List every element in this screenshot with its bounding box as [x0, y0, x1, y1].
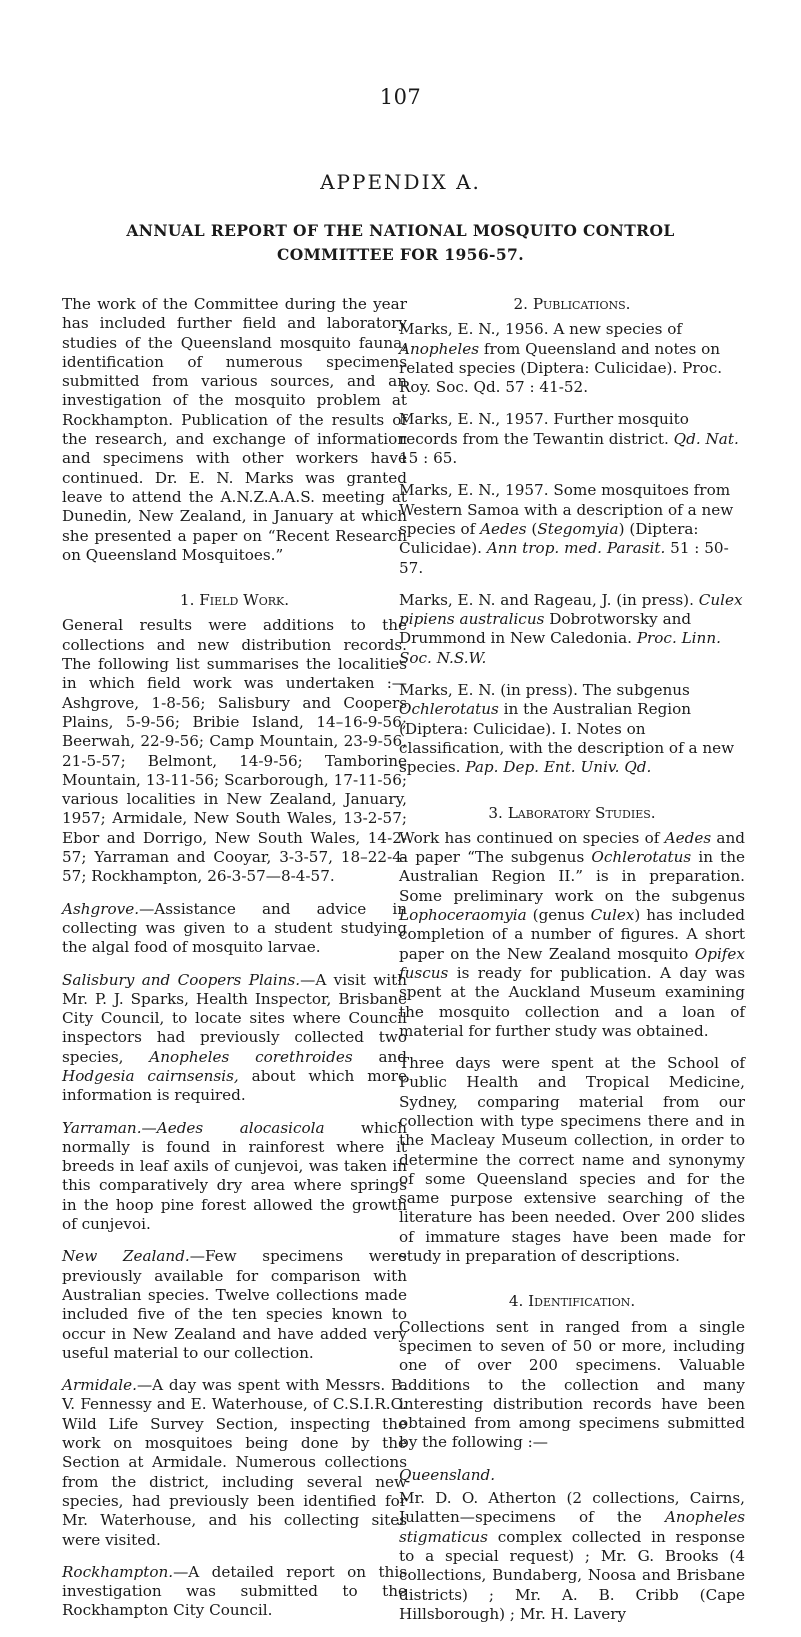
ref-text: Marks, E. N. and Rageau, J. (in press). — [399, 590, 699, 609]
salisbury-paragraph — [62, 971, 407, 1106]
new-zealand-paragraph — [62, 1247, 407, 1363]
lab-text: Work has continued on species of — [399, 828, 665, 847]
ashgrove-paragraph — [62, 900, 407, 958]
lab-text: is ready for publication. A day was spent at the Auckland Museum examining the mosquito collection and a loan of material for further study was obtained. — [399, 963, 745, 1040]
species-name: Aedes — [480, 519, 527, 538]
new-zealand-text: —Few specimens were previously available for comparison with Australian species. Twelve collections made included five of the ten species known to occur in New Zealand and have added very useful material to our collection. — [62, 1247, 407, 1362]
identification-paragraph: Collections sent in ranged from a single specimen to seven of 50 or more, including one of over 200 specimens. Valuable additions to the collection and many interesting distribution records have been obtained from among specimens submitted by the following :— — [399, 1317, 745, 1452]
qld-text: complex collected in response to a special request) ; Mr. G. Brooks (4 collections, Bundaberg, Noosa and Brisbane districts) ; Mr. A. B. Cribb (Cape Hillsborough) ; Mr. H. Lavery — [399, 1527, 745, 1623]
species-name: Ochlerotatus — [399, 700, 499, 719]
dash: — — [141, 1118, 157, 1137]
species-name: Hodgesia cairnsensis, — [62, 1066, 239, 1085]
rockhampton-label: Rockhampton. — [62, 1562, 174, 1581]
publications-heading: 2. Publications. — [513, 295, 631, 313]
reference-1 — [399, 320, 745, 397]
intro-paragraph: The work of the Committee during the year has included further field and laboratory studies of the Queensland mosquito fauna, identification of numerous specimens submitted from various sources, and an investigation of the mosquito problem at Rockhampton. Publication of the results of the research, and exchange of information and specimens with other workers have continued. Dr. E. N. Marks was granted leave to attend the A.N.Z.A.A.S. meeting at Dunedin, New Zealand, in January at which she presented a paper on “Recent Research on Queensland Mosquitoes.” — [62, 295, 407, 564]
qld-text: Mr. D. O. Atherton (2 collections, Cairns, Julatten—specimens of the — [399, 1489, 745, 1527]
report-heading — [0, 219, 801, 267]
species-name: Anopheles corethroides — [149, 1047, 353, 1066]
yarraman-text: which normally is found in rainforest where it breeds in leaf axils of cunjevoi, was taken in this comparatively dry area where springs in the hoop pine forest allowed the growth of cunjevoi. — [62, 1118, 407, 1234]
species-name: Culex — [590, 906, 635, 925]
reference-3 — [399, 481, 745, 577]
rockhampton-paragraph — [62, 1563, 407, 1621]
yarraman-label: Yarraman. — [62, 1118, 142, 1137]
field-work-paragraph: General results were additions to the collections and new distribution records. The following list summarises the localities in which field work was undertaken :—Ashgrove, 1-8-56; Salisbury and Coopers Plains, 5-9-56; Bribie Island, 14–16-9-56; Beerwah, 22-9-56; Camp Mountain, 23-9-56, 21-5-57; Belmont, 14-9-56; Tamborine Mountain, 13-11-56; Scarborough, 17-11-56; various localities in New Zealand, January, 1957; Armidale, New South Wales, 13-2-57; Ebor and Dorrigo, New South Wales, 14-2-57; Yarraman and Cooyar, 3-3-57, 18–22-4-57; Rockhampton, 26-3-57—8-4-57. — [62, 616, 407, 886]
reference-5 — [399, 681, 745, 777]
appendix-title: APPENDIX A. — [320, 170, 481, 194]
left-column — [62, 295, 407, 1634]
journal-name: Proc. Linn. Soc. N.S.W. — [399, 629, 721, 667]
report-heading-line1: ANNUAL REPORT OF THE NATIONAL MOSQUITO CONTROL — [126, 221, 675, 240]
ref-text: Marks, E. N. (in press). The subgenus — [399, 681, 690, 700]
ref-text: ( — [526, 519, 538, 538]
reference-4 — [399, 591, 745, 668]
armidale-paragraph — [62, 1376, 407, 1550]
yarraman-paragraph — [62, 1119, 407, 1235]
journal-name: Ann trop. med. Parasit. — [486, 539, 666, 558]
species-name: Opifex fuscus — [399, 944, 745, 982]
conjunction: and — [352, 1047, 408, 1066]
ref-text: ) (Diptera: Culicidae). — [399, 519, 699, 558]
ashgrove-label: Ashgrove. — [62, 899, 140, 918]
right-column — [399, 295, 745, 1637]
species-name: Aedes alocasicola — [156, 1118, 325, 1137]
laboratory-paragraph-2: Three days were spent at the School of Public Health and Tropical Medicine, Sydney, comparing material from our collection with type specimens there and in the Macleay Museum collection, in order to determine the correct name and synonymy of some Queensland species and for the same purpose extensive searching of the literature has been needed. Over 200 slides of immature stages have been made for study in preparation of descriptions. — [399, 1054, 745, 1266]
ref-text: 15 : 65. — [399, 449, 458, 468]
ref-text: from Queensland and notes on related species (Diptera: Culicidae). Proc. Roy. Soc. Qd. 57 : 41-52. — [399, 339, 723, 397]
lab-text: and a paper “The subgenus — [399, 828, 745, 867]
queensland-paragraph — [399, 1489, 745, 1624]
laboratory-heading: 3. Laboratory Studies. — [488, 803, 656, 822]
species-name: Ochlerotatus — [591, 848, 692, 867]
lab-text: in the Australian Region II.” is in preparation. Some preliminary work on the subgenus — [399, 848, 746, 905]
species-name: Lophoceraomyia — [399, 906, 527, 925]
ref-text: in the Australian Region (Diptera: Culicidae). I. Notes on classification, with the description of a new species. — [399, 700, 735, 777]
ref-text: Marks, E. N., 1957. Some mosquitoes from Western Samoa with a description of a new species of — [399, 481, 734, 538]
journal-name: Qd. Nat. — [673, 429, 739, 448]
identification-heading: 4. Identification. — [508, 1292, 636, 1311]
armidale-label: Armidale. — [62, 1376, 137, 1395]
salisbury-label: Salisbury and Coopers Plains. — [62, 970, 301, 989]
page-number: 107 — [379, 85, 422, 109]
species-name: Anopheles stigmaticus — [399, 1508, 745, 1546]
salisbury-text: about which more information is required. — [62, 1066, 407, 1105]
species-name: Culex pipiens australicus — [399, 590, 743, 629]
ref-text: Dobrotworsky and Drummond in New Caledonia. — [399, 610, 692, 648]
field-work-heading: 1. Field Work. — [179, 591, 290, 610]
rockhampton-text: —A detailed report on this investigation was submitted to the Rockhampton City Council. — [62, 1562, 407, 1620]
journal-name: Pap. Dep. Ent. Univ. Qd. — [465, 758, 652, 777]
reference-2 — [399, 410, 745, 468]
lab-text: (genus — [526, 906, 591, 925]
salisbury-text: —A visit with Mr. P. J. Sparks, Health Inspector, Brisbane City Council, to locate sites where Council inspectors had previously collected two species, — [62, 970, 408, 1066]
ashgrove-text: —Assistance and advice in collecting was given to a student studying the algal food of mosquito larvae. — [62, 899, 407, 957]
laboratory-paragraph-1 — [399, 829, 745, 1041]
species-name: Anopheles — [399, 339, 480, 358]
species-name: Stegomyia — [537, 519, 619, 538]
species-name: Aedes — [664, 828, 712, 847]
queensland-subheading — [399, 1466, 745, 1485]
new-zealand-label: New Zealand. — [62, 1247, 190, 1266]
lab-text: ) has included completion of a number of figures. A short paper on the New Zealand mosquito — [399, 906, 745, 963]
report-heading-line2: COMMITTEE FOR 1956-57. — [276, 245, 525, 264]
ref-text: 51 : 50-57. — [399, 539, 729, 577]
ref-text: Marks, E. N., 1957. Further mosquito records from the Tewantin district. — [399, 410, 689, 448]
armidale-text: —A day was spent with Messrs. B. V. Fennessy and E. Waterhouse, of C.S.I.R.O. Wild Life Survey Section, inspecting the work on mosquitoes being done by the Section at Armidale. Numerous collections from the district, including several new species, had previously been identified for Mr. Waterhouse, and his collecting sites were visited. — [62, 1376, 407, 1549]
queensland-label: Queensland. — [399, 1465, 496, 1484]
ref-text: Marks, E. N., 1956. A new species of — [399, 320, 682, 339]
